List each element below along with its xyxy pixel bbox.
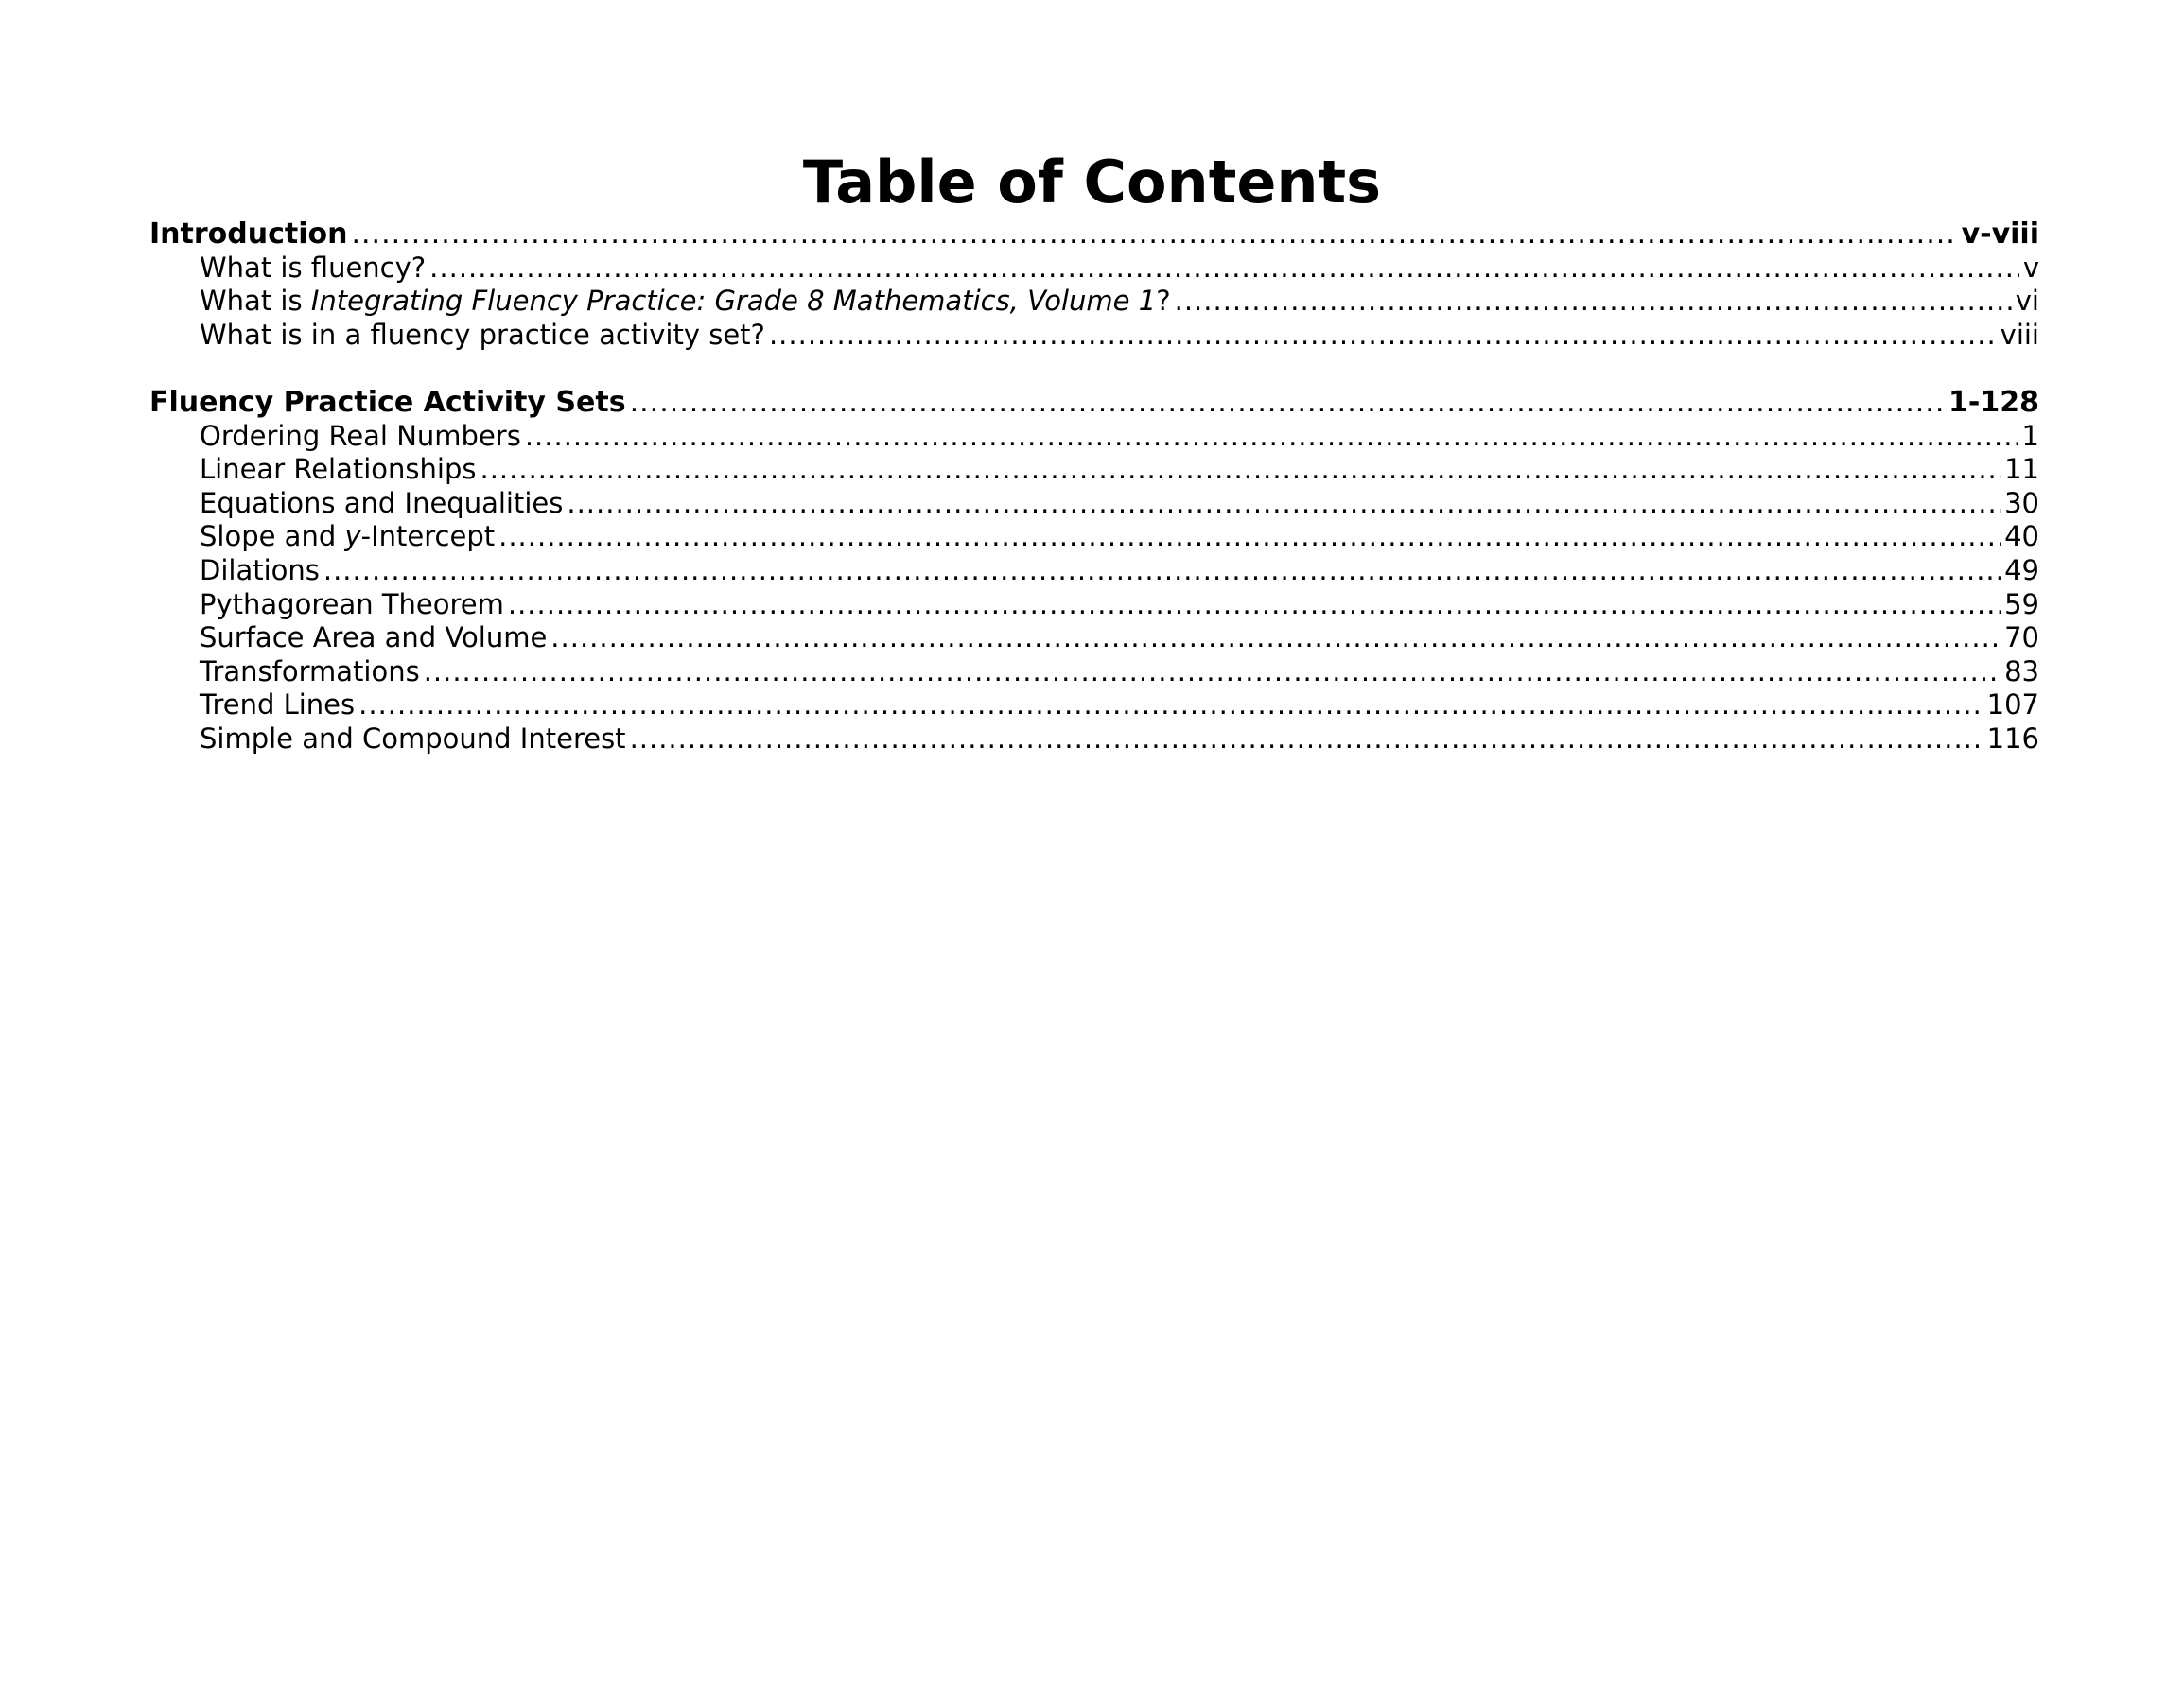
dot-leader [630,386,1945,420]
toc-entry-label-prefix: Slope and [200,520,345,553]
toc-page-number: 70 [2004,621,2039,654]
toc-entry[interactable] [149,252,2039,286]
toc-page-number: viii [2000,318,2039,351]
dot-leader [769,319,1997,353]
toc-page-number: 59 [2004,587,2039,620]
toc-page-number: 1 [2021,419,2039,452]
dot-leader [323,554,2001,588]
toc-page-number: 107 [1986,688,2039,722]
dot-leader [1175,285,2012,319]
toc-section-introduction [149,217,2039,352]
page-title: Table of Contents [802,148,1382,217]
dot-leader [351,217,1957,252]
dot-leader [480,453,2001,487]
toc-page-number: 1-128 [1948,386,2039,419]
toc-entry[interactable] [149,554,2039,588]
toc-entry[interactable] [149,420,2039,454]
toc-heading-label: Fluency Practice Activity Sets [149,386,626,419]
dot-leader [358,688,1983,722]
toc-entry[interactable] [149,655,2039,689]
toc-entry-label: Ordering Real Numbers [200,419,521,452]
toc-page-number: vi [2015,285,2039,318]
toc-entry-label: What is fluency? [200,251,427,284]
toc-entry-label [200,285,1171,319]
toc-entry-label: Simple and Compound Interest [200,722,626,755]
dot-leader [498,520,2001,554]
toc-page-number: 30 [2004,486,2039,519]
toc-entry[interactable] [149,520,2039,554]
toc-heading-introduction[interactable] [149,217,2039,252]
dot-leader [550,621,2001,655]
toc-entry-label: Transformations [200,654,420,687]
toc-page-number: v [2022,251,2039,284]
toc-heading-label: Introduction [149,217,348,251]
toc-page-number: 40 [2004,520,2039,553]
toc-page-number: 83 [2004,654,2039,687]
toc-page-number: 49 [2004,553,2039,586]
toc-entry[interactable] [149,722,2039,757]
toc-entry-label-suffix: -Intercept [360,520,496,553]
dot-leader [525,420,2018,454]
dot-leader [567,487,2001,521]
toc-entry-label: Surface Area and Volume [200,621,548,654]
toc-entry-label-italic: Integrating Fluency Practice: Grade 8 Mathematics, Volume 1 [310,285,1157,318]
toc-entry-label: Dilations [200,553,320,586]
toc-entry-label: Trend Lines [200,688,356,722]
toc-entry[interactable] [149,621,2039,655]
toc-section-activity-sets [149,386,2039,757]
toc-entry-label: Linear Relationships [200,453,477,486]
toc-page-number: 11 [2004,453,2039,486]
toc-entry[interactable] [149,285,2039,319]
toc-entry[interactable] [149,688,2039,722]
toc-entry-label-italic: y [344,520,361,553]
toc-entry[interactable] [149,588,2039,622]
toc-entry-label [200,520,495,554]
toc-entry[interactable] [149,453,2039,487]
dot-leader [508,588,2001,622]
toc-entry-label-suffix: ? [1156,285,1171,318]
toc-page-number: v-viii [1961,217,2039,251]
toc-entry-label: Equations and Inequalities [200,486,564,519]
toc-entry-label: Pythagorean Theorem [200,587,504,620]
toc-entry-label: What is in a fluency practice activity set? [200,318,765,351]
toc-page-number: 116 [1986,722,2039,755]
toc-heading-activity-sets[interactable] [149,386,2039,420]
toc-entry[interactable] [149,319,2039,353]
dot-leader [429,252,2019,286]
toc-entry-label-prefix: What is [200,285,311,318]
toc-entry[interactable] [149,487,2039,521]
dot-leader [630,722,1983,757]
dot-leader [424,655,2001,689]
